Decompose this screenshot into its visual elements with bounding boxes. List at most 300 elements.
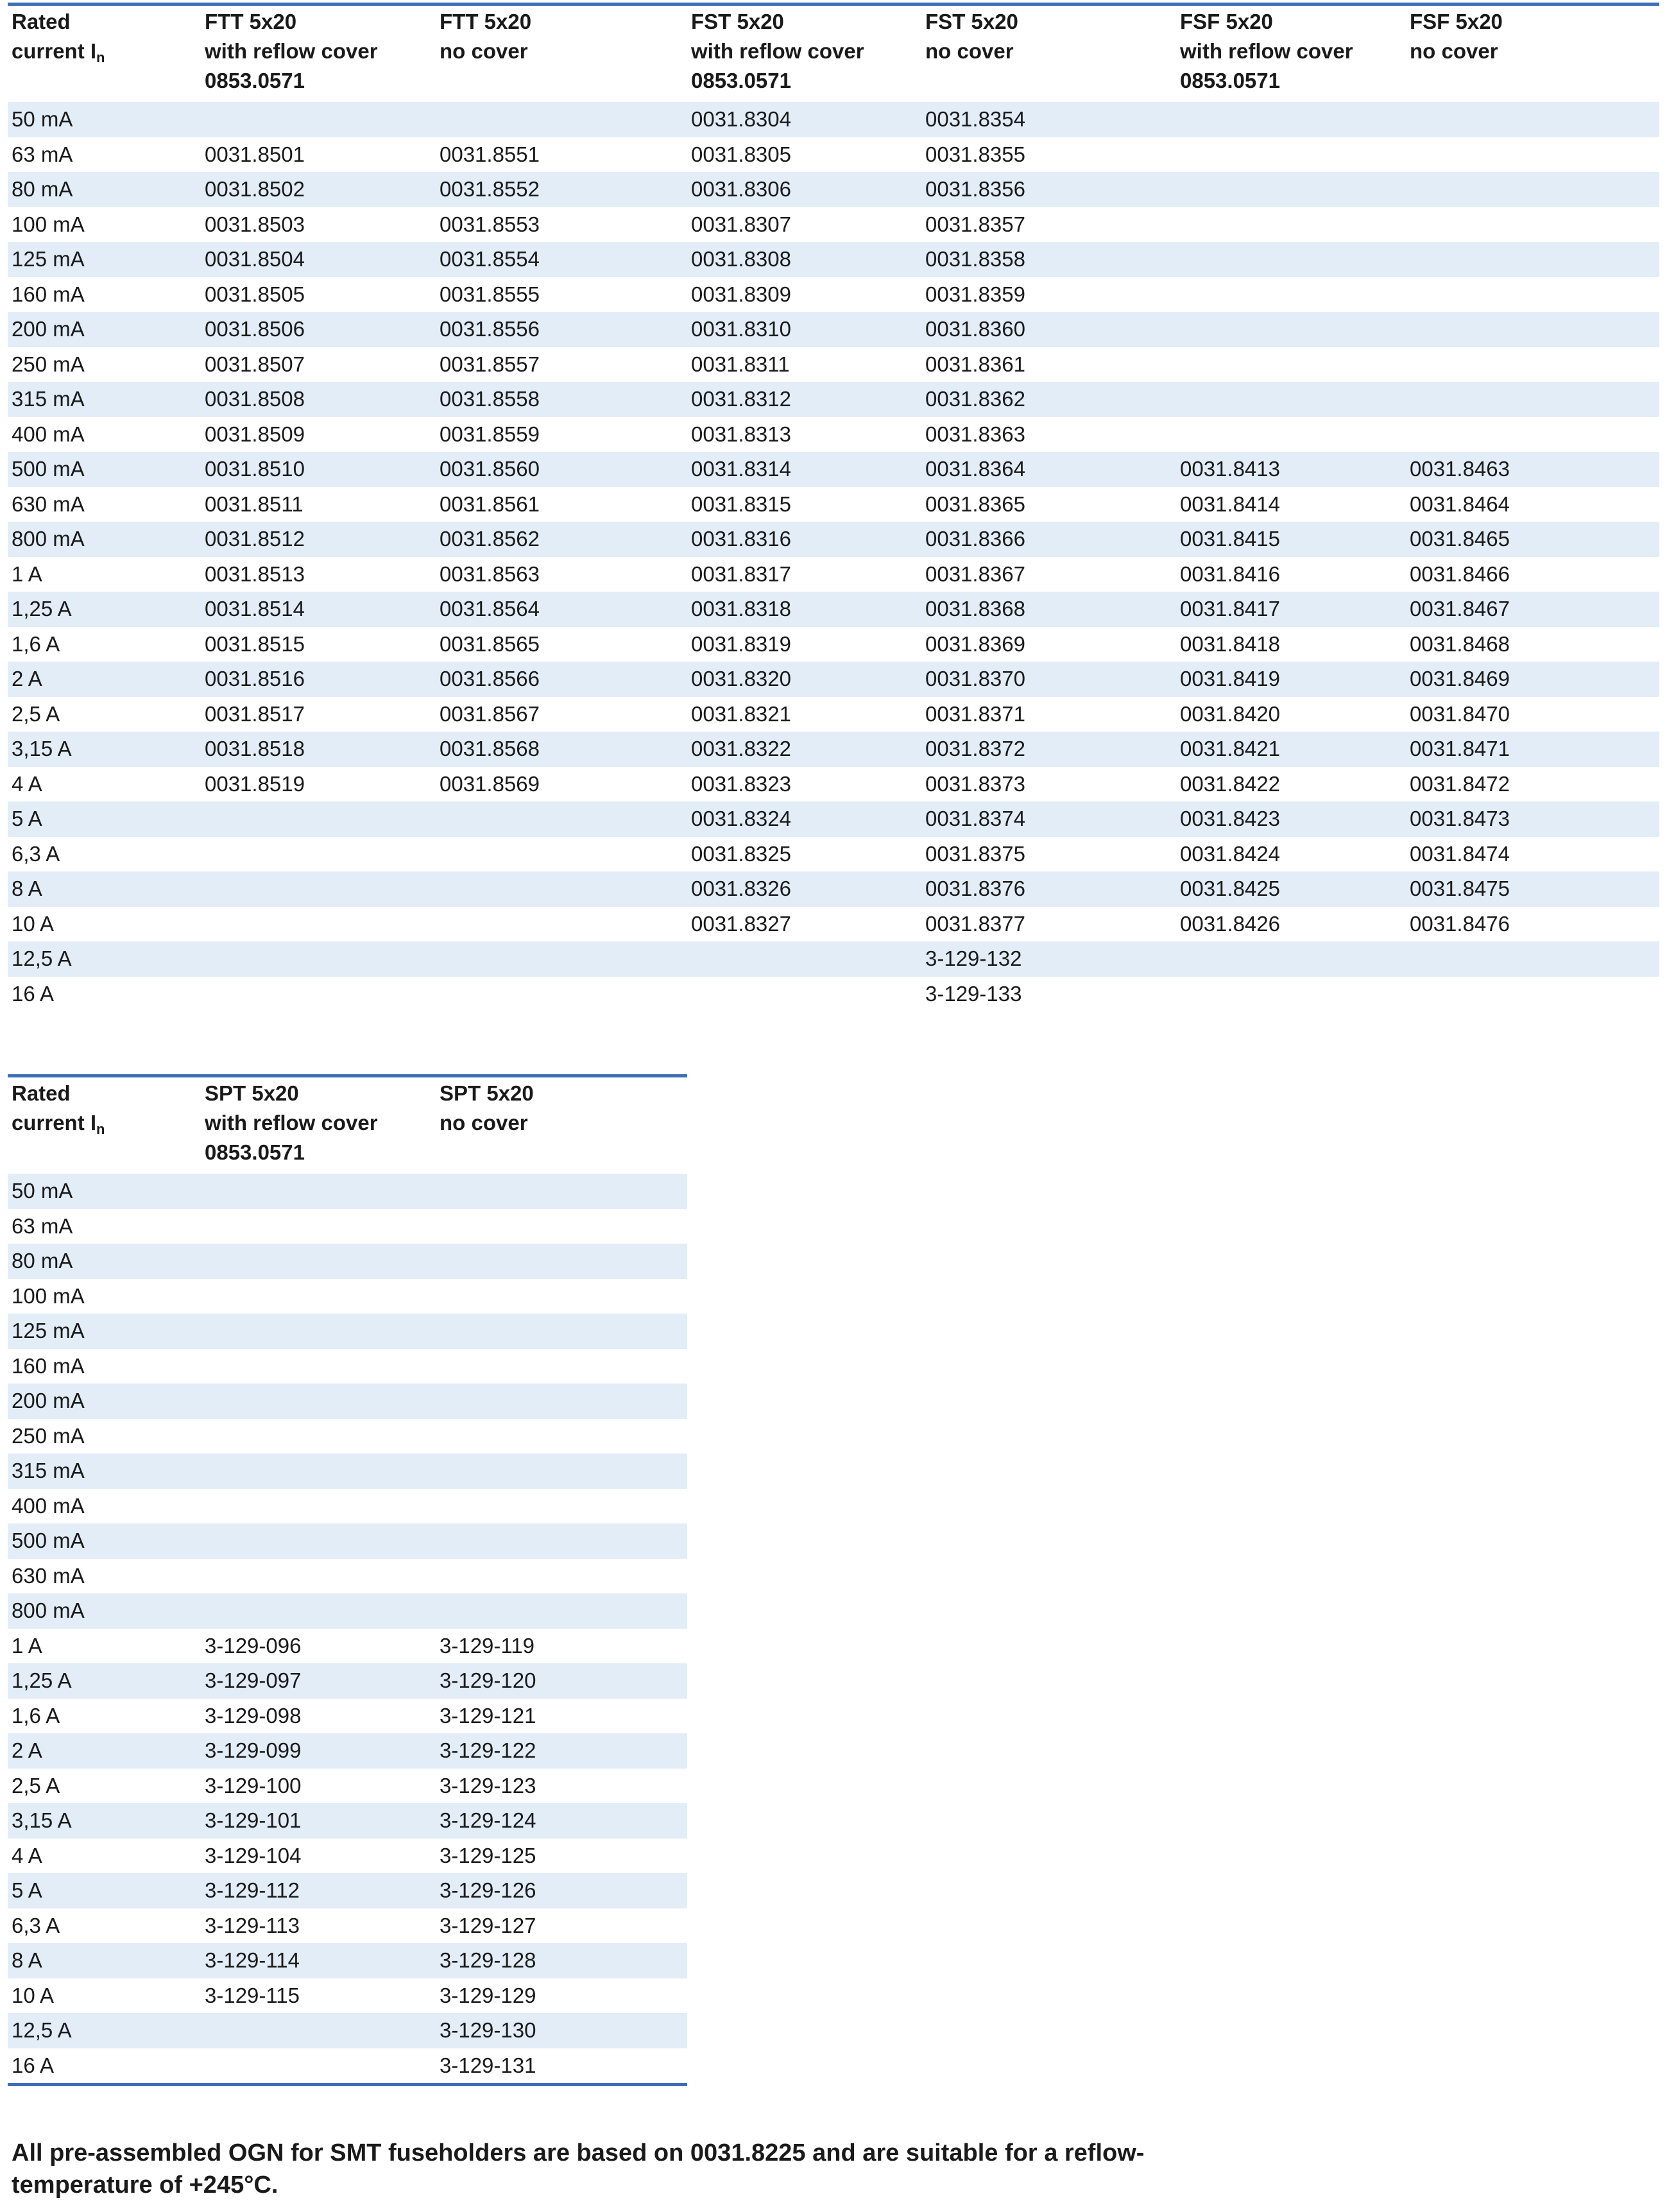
order-number-cell [1176, 977, 1406, 1012]
order-number-cell: 0031.8471 [1410, 737, 1510, 760]
order-number-cell: 0031.8361 [925, 352, 1025, 376]
order-number-cell: 0031.8472 [1410, 771, 1510, 796]
order-number-cell [1406, 102, 1659, 137]
header-text: Rated [12, 1081, 71, 1105]
order-number-cell [1176, 347, 1406, 382]
order-number-cell: 0031.8418 [1180, 631, 1280, 656]
rated-current-cell: 500 mA [12, 457, 85, 481]
order-number-cell: 0031.8502 [205, 177, 305, 201]
rated-current-cell: 200 mA [12, 317, 85, 341]
order-number-cell: 0031.8507 [205, 352, 305, 376]
rated-current-cell: 160 mA [12, 1353, 85, 1378]
order-number-cell: 0031.8504 [205, 247, 305, 271]
fuseholder-table-spt [8, 1074, 687, 2086]
order-number-cell: 0031.8423 [1180, 807, 1280, 830]
table-row [8, 1453, 687, 1489]
rated-current-cell: 63 mA [12, 142, 73, 166]
rated-current-cell: 80 mA [12, 177, 73, 201]
order-number-cell [201, 837, 436, 872]
order-number-cell: 3-129-124 [440, 1808, 536, 1832]
order-number-cell: 0031.8560 [440, 457, 540, 481]
table-row [8, 627, 1659, 662]
order-number-cell [1406, 347, 1659, 382]
order-number-cell: 0031.8356 [925, 177, 1025, 201]
header-text: with reflow cover [205, 39, 378, 63]
rated-current-cell: 10 A [12, 1983, 55, 2007]
rated-current-cell: 315 mA [12, 1459, 85, 1482]
order-number-cell: 0031.8562 [440, 527, 540, 551]
order-number-cell: 0031.8365 [925, 492, 1025, 516]
order-number-cell: 0031.8559 [440, 422, 540, 446]
order-number-cell: 0031.8556 [440, 317, 540, 341]
order-number-cell [201, 1244, 436, 1279]
header-text: no cover [1410, 39, 1498, 63]
order-number-cell: 3-129-112 [205, 1878, 300, 1902]
order-number-cell: 0031.8465 [1410, 527, 1510, 551]
order-number-cell [687, 941, 921, 977]
order-number-cell [1406, 417, 1659, 452]
order-number-cell: 0031.8551 [440, 142, 540, 166]
order-number-cell: 0031.8420 [1180, 701, 1280, 726]
order-number-cell [1406, 277, 1659, 313]
order-number-cell [201, 1384, 436, 1419]
table-row [8, 1279, 687, 1314]
order-number-cell: 0031.8357 [925, 212, 1025, 236]
rated-current-cell: 400 mA [12, 1493, 85, 1518]
order-number-cell [201, 1209, 436, 1244]
table-row [8, 941, 1659, 977]
table-row [8, 1663, 687, 1699]
table-row [8, 1943, 687, 1978]
table-row [8, 1769, 687, 1804]
rated-current-cell: 6,3 A [12, 841, 60, 866]
order-number-cell: 0031.8311 [691, 352, 790, 376]
order-number-cell: 0031.8358 [925, 247, 1025, 271]
rated-current-cell: 250 mA [12, 1423, 85, 1448]
order-number-cell: 0031.8564 [440, 597, 540, 621]
rated-current-cell: 4 A [12, 1843, 42, 1867]
order-number-cell [201, 977, 436, 1012]
column-header [921, 4, 1176, 103]
table-row [8, 1523, 687, 1559]
order-number-cell [436, 941, 687, 977]
order-number-cell: 0031.8506 [205, 317, 305, 341]
order-number-cell: 0031.8377 [925, 911, 1025, 936]
order-number-cell [1406, 382, 1659, 417]
order-number-cell [201, 1314, 436, 1349]
order-number-cell [1176, 207, 1406, 243]
order-number-cell [201, 1453, 436, 1489]
header-text: SPT 5x20 [205, 1081, 299, 1105]
order-number-cell: 0031.8323 [691, 771, 791, 796]
order-number-cell [1176, 137, 1406, 173]
order-number-cell [1406, 941, 1659, 977]
order-number-cell: 0031.8354 [925, 107, 1025, 131]
order-number-cell: 3-129-132 [925, 947, 1022, 970]
order-number-cell: 0031.8305 [691, 142, 791, 166]
table-row [8, 802, 1659, 837]
order-number-cell: 0031.8306 [691, 177, 791, 201]
order-number-cell: 3-129-125 [440, 1843, 536, 1867]
order-number-cell [436, 1523, 687, 1559]
order-number-cell [436, 1489, 687, 1524]
order-number-cell: 0031.8416 [1180, 562, 1280, 586]
order-number-cell: 0031.8512 [205, 527, 305, 551]
table-row [8, 1978, 687, 2014]
header-text: no cover [925, 39, 1014, 63]
table-row [8, 1593, 687, 1629]
order-number-cell: 0031.8466 [1410, 562, 1510, 586]
rated-current-cell: 2 A [12, 667, 42, 690]
order-number-cell: 0031.8424 [1180, 841, 1280, 866]
column-header [8, 4, 201, 103]
rated-current-cell: 10 A [12, 911, 55, 936]
header-text: FST 5x20 [925, 10, 1018, 33]
order-number-cell [436, 1314, 687, 1349]
order-number-cell: 0031.8514 [205, 597, 305, 621]
table-row [8, 382, 1659, 417]
order-number-cell: 0031.8558 [440, 387, 540, 411]
order-number-cell [201, 907, 436, 942]
table-row [8, 732, 1659, 767]
order-number-cell: 0031.8473 [1410, 807, 1510, 830]
order-number-cell: 0031.8319 [691, 631, 791, 656]
order-number-cell [201, 802, 436, 837]
table-row [8, 1489, 687, 1524]
order-number-cell: 0031.8517 [205, 701, 305, 726]
order-number-cell: 0031.8552 [440, 177, 540, 201]
rated-current-cell: 3,15 A [12, 1808, 72, 1832]
table-row [8, 662, 1659, 697]
rated-current-cell: 1,6 A [12, 631, 60, 656]
table-row [8, 417, 1659, 452]
rated-current-cell: 50 mA [12, 107, 73, 131]
order-number-cell: 3-129-119 [440, 1633, 535, 1658]
table-row [8, 102, 1659, 137]
header-subscript: n [96, 49, 105, 65]
order-number-cell [201, 2013, 436, 2048]
order-number-cell: 0031.8321 [691, 701, 791, 726]
order-number-cell: 0031.8373 [925, 771, 1025, 796]
order-number-cell: 0031.8415 [1180, 527, 1280, 551]
order-number-cell: 3-129-133 [925, 981, 1022, 1006]
order-number-cell: 0031.8425 [1180, 877, 1280, 900]
table-row [8, 592, 1659, 627]
order-number-cell: 0031.8362 [925, 387, 1025, 411]
table-row [8, 347, 1659, 382]
order-number-cell: 0031.8327 [691, 911, 791, 936]
order-number-cell: 3-129-129 [440, 1983, 536, 2007]
order-number-cell: 0031.8426 [1180, 911, 1280, 936]
order-number-cell: 0031.8463 [1410, 457, 1510, 481]
order-number-cell: 0031.8565 [440, 631, 540, 656]
order-number-cell [1176, 277, 1406, 313]
column-header [8, 1076, 201, 1174]
order-number-cell: 0031.8417 [1180, 597, 1280, 621]
order-number-cell [1176, 312, 1406, 347]
order-number-cell: 0031.8367 [925, 562, 1025, 586]
order-number-cell: 0031.8511 [205, 492, 303, 516]
order-number-cell: 0031.8464 [1410, 492, 1510, 516]
order-number-cell [436, 802, 687, 837]
table-row [8, 172, 1659, 207]
order-number-cell: 3-129-123 [440, 1773, 536, 1797]
order-number-cell: 0031.8304 [691, 107, 791, 131]
order-number-cell: 0031.8516 [205, 667, 305, 690]
order-number-cell: 3-129-122 [440, 1738, 536, 1762]
table-row [8, 767, 1659, 802]
header-text: Rated [12, 10, 71, 33]
order-number-cell: 0031.8314 [691, 457, 791, 481]
order-number-cell: 3-129-131 [440, 2053, 536, 2077]
table-row [8, 1559, 687, 1594]
order-number-cell: 0031.8307 [691, 212, 791, 236]
rated-current-cell: 800 mA [12, 527, 85, 551]
table-row [8, 1839, 687, 1874]
rated-current-cell: 8 A [12, 1948, 42, 1972]
order-number-cell [436, 977, 687, 1012]
order-number-cell: 0031.8359 [925, 282, 1025, 306]
order-number-cell: 0031.8364 [925, 457, 1025, 481]
order-number-cell: 0031.8371 [925, 701, 1025, 726]
order-number-cell: 0031.8470 [1410, 701, 1510, 726]
header-text: 0853.0571 [205, 69, 305, 92]
order-number-cell: 0031.8326 [691, 877, 791, 900]
table-row [8, 1349, 687, 1384]
order-number-cell: 0031.8566 [440, 667, 540, 690]
order-number-cell: 3-129-127 [440, 1913, 536, 1937]
rated-current-cell: 315 mA [12, 387, 85, 411]
order-number-cell [436, 1419, 687, 1454]
order-number-cell: 0031.8467 [1410, 597, 1510, 621]
order-number-cell: 0031.8309 [691, 282, 791, 306]
header-text: 0853.0571 [1180, 69, 1280, 92]
order-number-cell: 0031.8315 [691, 492, 791, 516]
rated-current-cell: 800 mA [12, 1599, 85, 1622]
rated-current-cell: 125 mA [12, 247, 85, 271]
rated-current-cell: 630 mA [12, 1563, 85, 1588]
order-number-cell [1406, 312, 1659, 347]
order-number-cell [201, 102, 436, 137]
column-header [201, 1076, 436, 1174]
order-number-cell [1406, 207, 1659, 243]
header-text: current I [12, 1111, 97, 1135]
table-row [8, 697, 1659, 732]
rated-current-cell: 4 A [12, 771, 42, 796]
rated-current-cell: 1,6 A [12, 1703, 60, 1728]
header-text: with reflow cover [205, 1111, 378, 1135]
order-number-cell: 3-129-098 [205, 1703, 302, 1728]
table-row [8, 1419, 687, 1454]
table-row [8, 312, 1659, 347]
order-number-cell: 0031.8518 [205, 737, 305, 760]
header-text: no cover [440, 1111, 528, 1135]
header-text: FST 5x20 [691, 10, 784, 33]
order-number-cell: 0031.8374 [925, 807, 1025, 830]
order-number-cell: 0031.8567 [440, 701, 540, 726]
order-number-cell: 3-129-097 [205, 1668, 302, 1692]
table-row [8, 2048, 687, 2085]
order-number-cell [436, 1209, 687, 1244]
column-header [1176, 4, 1406, 103]
table-row [8, 2013, 687, 2048]
order-number-cell [201, 1279, 436, 1314]
column-header [1406, 4, 1659, 103]
table-row [8, 452, 1659, 487]
rated-current-cell: 16 A [12, 981, 55, 1006]
order-number-cell [201, 1559, 436, 1594]
rated-current-cell: 5 A [12, 807, 42, 830]
table-row [8, 977, 1659, 1012]
column-header [201, 4, 436, 103]
order-number-cell [687, 977, 921, 1012]
order-number-cell [436, 837, 687, 872]
order-number-cell: 0031.8469 [1410, 667, 1510, 690]
order-number-cell: 0031.8554 [440, 247, 540, 271]
order-number-cell: 0031.8414 [1180, 492, 1280, 516]
header-subscript: n [96, 1121, 105, 1137]
order-number-cell: 0031.8375 [925, 841, 1025, 866]
rated-current-cell: 16 A [12, 2053, 55, 2077]
order-number-cell: 0031.8324 [691, 807, 791, 830]
order-number-cell: 3-129-128 [440, 1948, 536, 1972]
order-number-cell: 0031.8475 [1410, 877, 1510, 900]
rated-current-cell: 100 mA [12, 212, 85, 236]
order-number-cell [436, 1244, 687, 1279]
order-number-cell: 0031.8360 [925, 317, 1025, 341]
rated-current-cell: 200 mA [12, 1389, 85, 1412]
order-number-cell [436, 1593, 687, 1629]
header-text: FTT 5x20 [440, 10, 532, 33]
table-row [8, 557, 1659, 592]
order-number-cell [436, 1174, 687, 1209]
order-number-cell [1176, 941, 1406, 977]
rated-current-cell: 1 A [12, 1633, 42, 1658]
rated-current-cell: 160 mA [12, 282, 85, 306]
table-row [8, 1733, 687, 1769]
order-number-cell: 0031.8513 [205, 562, 305, 586]
order-number-cell [436, 871, 687, 907]
rated-current-cell: 630 mA [12, 492, 85, 516]
order-number-cell [201, 871, 436, 907]
rated-current-cell: 2,5 A [12, 701, 60, 726]
column-header [436, 1076, 687, 1174]
table-row [8, 1209, 687, 1244]
order-number-cell: 0031.8369 [925, 631, 1025, 656]
order-number-cell: 0031.8557 [440, 352, 540, 376]
order-number-cell [436, 1349, 687, 1384]
order-number-cell: 0031.8370 [925, 667, 1025, 690]
order-number-cell: 0031.8510 [205, 457, 305, 481]
order-number-cell: 0031.8568 [440, 737, 540, 760]
order-number-cell [436, 1453, 687, 1489]
column-header [687, 4, 921, 103]
order-number-cell: 0031.8413 [1180, 457, 1280, 481]
order-number-cell [1406, 172, 1659, 207]
order-number-cell: 0031.8422 [1180, 771, 1280, 796]
rated-current-cell: 2,5 A [12, 1773, 60, 1797]
order-number-cell: 0031.8318 [691, 597, 791, 621]
header-text: no cover [440, 39, 528, 63]
order-number-cell [201, 1349, 436, 1384]
order-number-cell: 3-129-113 [205, 1913, 300, 1937]
table-row [8, 277, 1659, 313]
table-row [8, 1314, 687, 1349]
order-number-cell [1406, 242, 1659, 277]
table-row [8, 1699, 687, 1734]
order-number-cell: 3-129-099 [205, 1738, 302, 1762]
order-number-cell: 3-129-121 [440, 1703, 536, 1728]
header-text: FTT 5x20 [205, 10, 297, 33]
table-row [8, 871, 1659, 907]
table-row [8, 487, 1659, 522]
order-number-cell: 0031.8320 [691, 667, 791, 690]
table-header-row [8, 4, 1659, 103]
column-header [436, 4, 687, 103]
order-number-cell: 0031.8419 [1180, 667, 1280, 690]
rated-current-cell: 6,3 A [12, 1913, 60, 1937]
order-number-cell: 0031.8569 [440, 771, 540, 796]
table-row [8, 1803, 687, 1839]
order-number-cell: 0031.8322 [691, 737, 791, 760]
order-number-cell: 0031.8509 [205, 422, 305, 446]
order-number-cell: 3-129-100 [205, 1773, 302, 1797]
rated-current-cell: 1,25 A [12, 597, 72, 621]
header-text: 0853.0571 [691, 69, 791, 92]
rated-current-cell: 8 A [12, 877, 42, 900]
order-number-cell: 0031.8474 [1410, 841, 1510, 866]
table-row [8, 907, 1659, 942]
order-number-cell: 0031.8505 [205, 282, 305, 306]
order-number-cell: 0031.8519 [205, 771, 305, 796]
order-number-cell: 3-129-114 [205, 1948, 300, 1972]
table-row [8, 137, 1659, 173]
order-number-cell: 0031.8421 [1180, 737, 1280, 760]
rated-current-cell: 100 mA [12, 1283, 85, 1308]
header-text: FSF 5x20 [1410, 10, 1503, 33]
order-number-cell: 3-129-115 [205, 1983, 300, 2007]
order-number-cell [201, 1593, 436, 1629]
rated-current-cell: 5 A [12, 1878, 42, 1902]
header-text: 0853.0571 [205, 1140, 305, 1164]
order-number-cell [201, 1419, 436, 1454]
order-number-cell: 3-129-101 [205, 1808, 302, 1832]
order-number-cell [1176, 172, 1406, 207]
order-number-cell [436, 907, 687, 942]
order-number-cell: 0031.8563 [440, 562, 540, 586]
order-number-cell: 0031.8308 [691, 247, 791, 271]
order-number-cell: 0031.8312 [691, 387, 791, 411]
header-text: with reflow cover [691, 39, 864, 63]
table-row [8, 1244, 687, 1279]
table-row [8, 522, 1659, 557]
order-number-cell [436, 102, 687, 137]
order-number-cell: 0031.8476 [1410, 911, 1510, 936]
order-number-cell: 0031.8515 [205, 631, 305, 656]
rated-current-cell: 12,5 A [12, 947, 72, 970]
order-number-cell [436, 1559, 687, 1594]
order-number-cell: 0031.8376 [925, 877, 1025, 900]
order-number-cell [201, 1523, 436, 1559]
rated-current-cell: 500 mA [12, 1529, 85, 1552]
order-number-cell: 0031.8503 [205, 212, 305, 236]
rated-current-cell: 12,5 A [12, 2018, 72, 2042]
order-number-cell [201, 2048, 436, 2085]
order-number-cell [1176, 102, 1406, 137]
rated-current-cell: 2 A [12, 1738, 42, 1762]
table-header-row [8, 1076, 687, 1174]
order-number-cell [201, 1174, 436, 1209]
